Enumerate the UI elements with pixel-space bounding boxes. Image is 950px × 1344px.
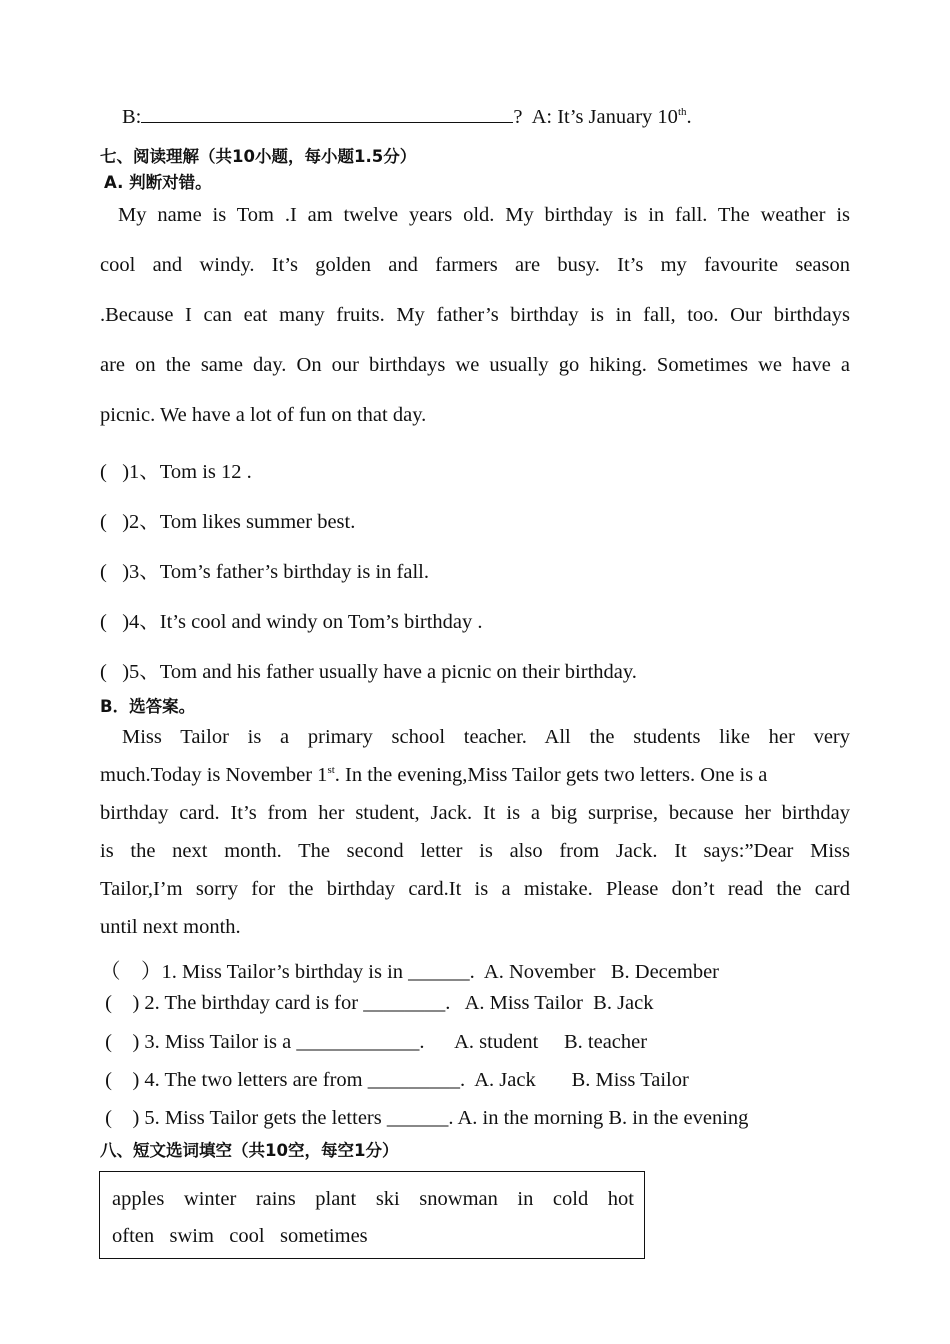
partA-passage-line-3: .Because I can eat many fruits. My father’s birthday is in fall, too. Our birthdays: [100, 304, 850, 326]
answer-sup: th: [677, 106, 687, 118]
partB-line2-post: . In the evening,Miss Tailor gets two letters. One is a: [334, 764, 768, 786]
word-bank-box: [99, 1171, 645, 1259]
partB-passage-line-2: [100, 764, 850, 787]
section8-heading: 八、短文选词填空（共10空，每空1分）: [100, 1141, 399, 1160]
partB-question-5[interactable]: ( ) 5. Miss Tailor gets the letters ______. A. in the morning B. in the evening: [100, 1107, 749, 1129]
partB-passage-line-4: is the next month. The second letter is also from Jack. It says:”Dear Miss: [100, 840, 850, 862]
partB-heading: B．选答案。: [100, 697, 196, 716]
partB-passage-line-3: birthday card. It’s from her student, Jack. It is a big surprise, because her birthday: [100, 802, 850, 824]
partA-passage-line-5: picnic. We have a lot of fun on that day.: [100, 404, 427, 426]
partA-heading: A. 判断对错。: [104, 173, 212, 192]
partA-passage-line-1: My name is Tom .I am twelve years old. My birthday is in fall. The weather is: [118, 204, 850, 226]
partA-question-1[interactable]: ( )1、Tom is 12 .: [100, 461, 252, 483]
speaker-b: B:: [122, 106, 142, 128]
partB-passage-line-1: Miss Tailor is a primary school teacher. All the students like her very: [122, 726, 850, 748]
partA-question-3[interactable]: ( )3、Tom’s father’s birthday is in fall.: [100, 561, 429, 583]
previous-question-line: [122, 104, 692, 129]
partB-passage-line-6: until next month.: [100, 916, 241, 938]
question-mark: ?: [513, 106, 523, 128]
partA-question-4[interactable]: ( )4、It’s cool and windy on Tom’s birthday .: [100, 611, 483, 633]
partB-question-3[interactable]: ( ) 3. Miss Tailor is a ____________. A. student B. teacher: [100, 1031, 648, 1053]
partA-question-5[interactable]: ( )5、Tom and his father usually have a picnic on their birthday.: [100, 661, 637, 683]
word-bank-line-2: often swim cool sometimes: [112, 1225, 368, 1247]
partB-question-4[interactable]: ( ) 4. The two letters are from _________. A. Jack B. Miss Tailor: [100, 1069, 689, 1091]
answer-text: A: It’s January 10: [531, 106, 678, 128]
answer-end: .: [686, 106, 692, 128]
partA-passage-line-4: are on the same day. On our birthdays we usually go hiking. Sometimes we have a: [100, 354, 850, 376]
partB-question-2[interactable]: ( ) 2. The birthday card is for ________. A. Miss Tailor B. Jack: [100, 992, 654, 1014]
word-bank-line-1: apples winter rains plant ski snowman in cold hot: [112, 1188, 634, 1210]
partB-question-1[interactable]: （ ）1. Miss Tailor’s birthday is in ______. A. November B. December: [100, 961, 720, 983]
partB-line2-sup: st: [327, 764, 335, 776]
section7-heading: 七、阅读理解（共10小题，每小题1.5分）: [100, 147, 417, 166]
answer-blank[interactable]: [141, 104, 513, 123]
partB-line2-pre: much.Today is November 1: [100, 764, 328, 786]
partA-passage-line-2: cool and windy. It’s golden and farmers are busy. It’s my favourite season: [100, 254, 850, 276]
partB-passage-line-5: Tailor,I’m sorry for the birthday card.It is a mistake. Please don’t read the card: [100, 878, 850, 900]
partA-question-2[interactable]: ( )2、Tom likes summer best.: [100, 511, 356, 533]
